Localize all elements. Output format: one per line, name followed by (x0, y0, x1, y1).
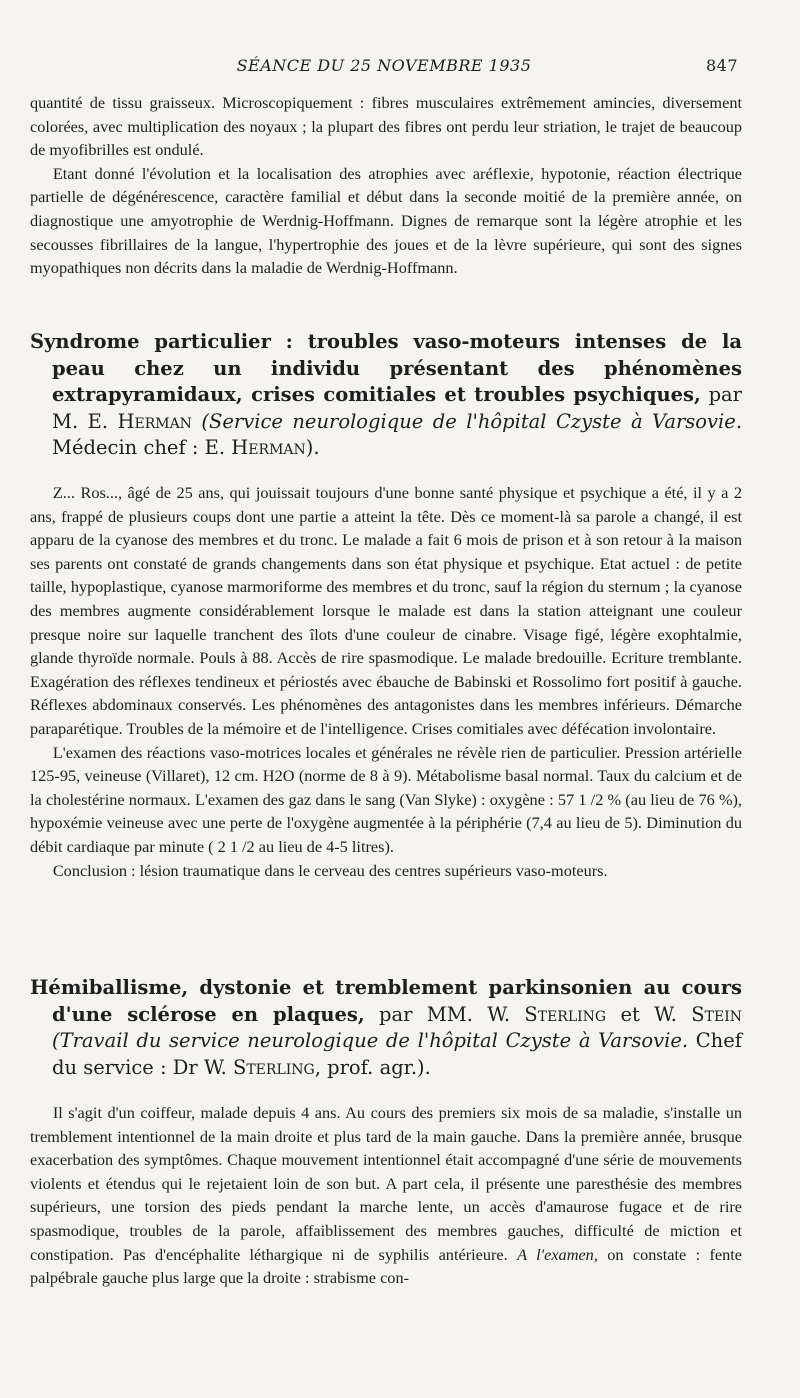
article-2-body (30, 1101, 742, 1290)
intro-text (30, 91, 742, 280)
page-number: 847 (705, 56, 738, 75)
article-1-paragraph: Z... Ros..., âgé de 25 ans, qui jouissait toujours d'une bonne santé physique et psychique a été, il y a 2 ans, frappé de plusieurs coups dont une partie a atteint la tête. Dès ce moment-là sa parole a changé, il est apparu de la cyanose des membres et du tronc. Le malade a fait 6 mois de prison et à son retour à la maison ses parents ont constaté de grands changements dans son état physique et psychique. Etat actuel : de petite taille, hypoplastique, cyanose marmoriforme des membres et du tronc, sauf la région du sternum ; la cyanose des membres augmente considérablement lorsque le malade est dans la station atteignant une couleur presque noire sur laquelle tranchent des îlots d'une couleur de cinabre. Visage figé, légère exophtalmie, glande thyroïde normale. Pouls à 88. Accès de rire spasmodique. Le malade bredouille. Ecriture tremblante. Exagération des réflexes tendineux et périostés avec ébauche de Babinski et Rossolimo fort positif à gauche. Réflexes abdominaux conservés. Les phénomènes des antagonistes dans les membres inférieurs. Démarche paraparétique. Troubles de la mémoire et de l'intelligence. Crises comitiales avec défécation involontaire. (30, 483, 742, 738)
intro-paragraph: Etant donné l'évolution et la localisation des atrophies avec aréflexie, hypotonie, réaction électrique partielle de dégénérescence, caractère familial et début dans la seconde moitié de la première année, on diagnostique une amyotrophie de Werdnig-Hoffmann. Dignes de remarque sont la légère atrophie et les secousses fibrillaires de la langue, l'hypertrophie des joues et de la lèvre supérieure, qui sont des signes myopathiques non décrits dans la maladie de Werdnig-Hoffmann. (30, 163, 742, 278)
article-1-chief: Herman (231, 436, 306, 459)
article-1-paragraph: L'examen des réactions vaso-motrices locales et générales ne révèle rien de particulier. Pression artérielle 125-95, veineuse (Villaret), 12 cm. H2O (norme de 8 à 9). Métabolisme basal normal. Taux du calcium et de la cholestérine normaux. L'examen des gaz dans le sang (Van Slyke) : oxygène : 57 1 /2 % (au lieu de 76 %), hypoxémie veineuse avec une perte de l'oxygène augmentée à la périphérie (7,4 au lieu de 5). Diminution du débit cardiaque par minute ( 2 1 /2 au lieu de 4-5 litres). (30, 742, 742, 856)
article-2-paragraph: Il s'agit d'un coiffeur, malade depuis 4 ans. Au cours des premiers six mois de sa maladie, s'installe un tremblement intentionnel de la main droite et plus tard de la main gauche. Dans la première année, brusque exacerbation des symptômes. Chaque mouvement intentionnel était accompagné d'une série de mouvements violents et étendus qui le rejetaient loin de son but. A part cela, il présente une paresthésie des membres supérieurs, une torsion des pieds pendant la marche lente, un accès d'amaurose fugace et de rire spasmodique, troubles de la parole, affaiblissement des membres gauches, difficulté de miction et constipation. Pas d'encéphalite léthargique ni de syphilis antérieure. A l'examen, on constate : fente palpébrale gauche plus large que la droite : strabisme con- (30, 1103, 743, 1288)
article-1-affiliation: (Service neurologique de l'hôpital Czyste à Varsovie. (201, 409, 743, 433)
article-2-author-1: Sterling (524, 1002, 607, 1026)
intro-paragraph: quantité de tissu graisseux. Microscopiquement : fibres musculaires extrêmement amincies, diversement colorées, avec multiplication des noyaux ; la plupart des fibres ont perdu leur striation, le trajet de beaucoup de myofibrilles est ondulé. (30, 93, 742, 160)
article-1-conclusion: Conclusion : lésion traumatique dans le cerveau des centres supérieurs vaso-moteurs. (52, 860, 608, 880)
article-1-body (30, 481, 742, 882)
article-2-title: Hémiballisme, dystonie et tremblement parkinsonien au cours d'une sclérose en plaques, par MM. W. Sterling et W. Stein (Travail du service neurologique de l'hôpital Czyste à Varsovie. Chef du service : Dr W. Sterling, prof. agr.). (30, 976, 743, 1079)
header-title: SÉANCE DU 25 NOVEMBRE 1935 (236, 56, 532, 75)
article-2-chief: Sterling (232, 1055, 315, 1079)
article-1-author: Herman (117, 409, 192, 433)
article-2-title-text: Hémiballisme, dystonie et tremblement parkinsonien au cours d'une sclérose en plaques, (30, 976, 742, 1026)
article-1-title-text: Syndrome particulier : troubles vaso-moteurs intenses de la peau chez un individu présentant des phénomènes extrapyramidaux, crises comitiales et troubles psychiques, (30, 330, 742, 406)
article-1-title: Syndrome particulier : troubles vaso-moteurs intenses de la peau chez un individu présentant des phénomènes extrapyramidaux, crises comitiales et troubles psychiques, par M. E. Herman (Service neurologique de l'hôpital Czyste à Varsovie. Médecin chef : E. Herman). (30, 330, 743, 459)
article-2-affiliation: (Travail du service neurologique de l'hôpital Czyste à Varsovie. (52, 1029, 689, 1052)
article-2-author-2: Stein (691, 1002, 742, 1026)
